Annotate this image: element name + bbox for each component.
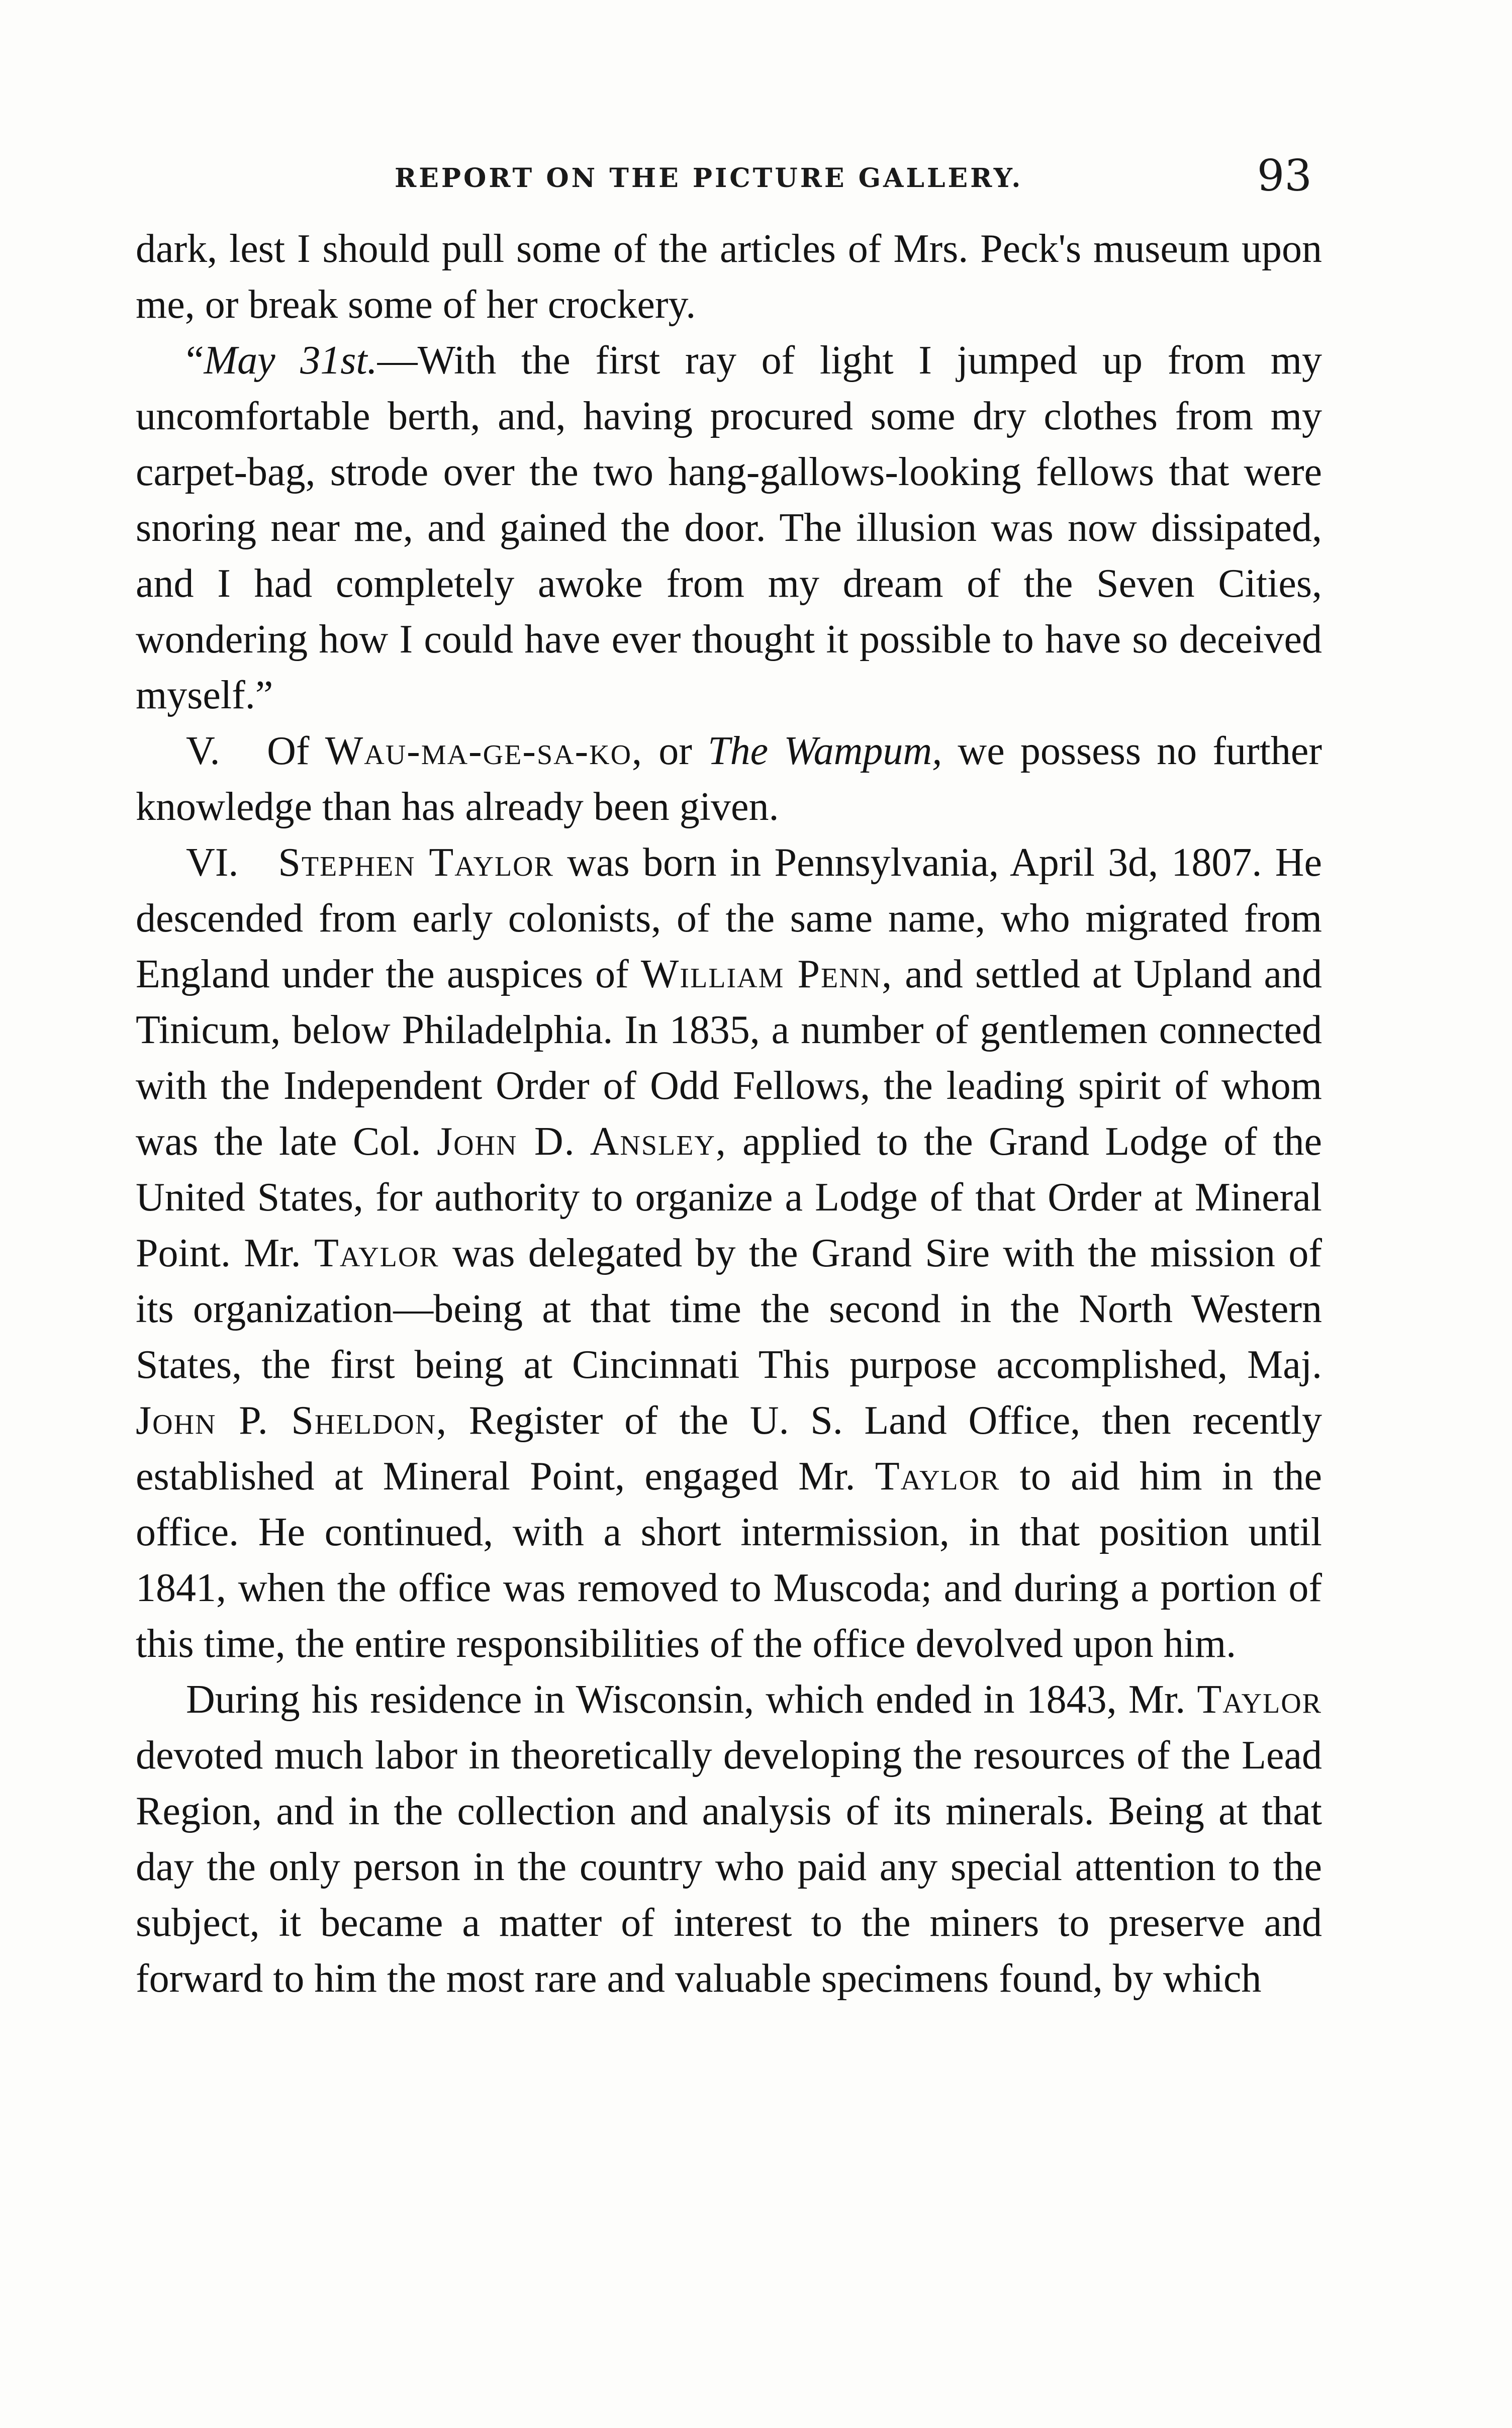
paragraph-3 [136, 723, 1322, 835]
paragraph-3-mid: or [658, 729, 692, 773]
paragraph-4-text-2: and settled at Upland and Tinicum, below Philadelphia. In 1835, a number of gentlemen connected with the Independent Order of Odd Fellows, the leading spirit of whom was the late Col. [136, 952, 1322, 1164]
journal-date-month: May [204, 338, 275, 383]
paragraph-5-text-2: devoted much labor in theoretically developing the resources of the Lead Region, and in the collection and analysis of its minerals. Being at that day the only person in the country who paid any special attention to the subject, it became a matter of interest to the miners to preserve and forward to him the most rare and valuable specimens found, by which [136, 1733, 1322, 2001]
paragraph-3-text: we possess no further knowledge than has already been given. [136, 729, 1322, 829]
person-name: Wau-ma-ge-sa-ko, [325, 729, 643, 773]
paragraph-4-text-3: applied to the Grand Lodge of the United States, for authority to organize a Lodge of that Order at Mineral Point. Mr. [136, 1119, 1322, 1275]
page-number: 93 [1257, 151, 1312, 201]
journal-entry-text: —With the first ray of light I jumped up from my uncomfortable berth, and, having procured some dry clothes from my carpet-bag, strode over the two hang-gallows-looking fellows that were snoring near me, and gained the door. The illusion was now dissipated, and I had completely awoke from my dream of the Seven Cities, wondering how I could have ever thought it possible to have so deceived myself.” [136, 338, 1322, 717]
running-head [136, 151, 1312, 206]
person-name: John P. Sheldon, [136, 1398, 448, 1443]
person-name: Taylor [875, 1454, 1000, 1499]
running-title: REPORT ON THE PICTURE GALLERY. [395, 163, 1023, 194]
paragraph-4-text-1: was born in Pennsylvania, April 3d, 1807. He descended from early colonists, of the same name, who migrated from England under the auspices of [136, 841, 1322, 996]
paragraph-4-text-4: was delegated by the Grand Sire with the mission of its organization—being at that time the second in the North Western States, the first being at Cincinnati This purpose accomplished, Maj. [136, 1231, 1322, 1387]
paragraph-1: dark, lest I should pull some of the articles of Mrs. Peck's museum upon me, or break some of her crockery. [136, 227, 1322, 327]
person-name: William Penn, [640, 952, 893, 996]
paragraph-4-text-5: Register of the U. S. Land Office, then recently established at Mineral Point, engaged Mr. [136, 1398, 1322, 1499]
paragraph-5-text-1: During his residence in Wisconsin, which ended in 1843, Mr. [186, 1677, 1186, 1722]
paragraph-5 [136, 1672, 1322, 2007]
person-name: Stephen Taylor [278, 841, 554, 885]
section-numeral: VI. [186, 841, 239, 885]
journal-date-day: 31st. [300, 338, 377, 383]
open-quote: “ [186, 338, 204, 383]
person-name: Taylor [314, 1231, 439, 1275]
paragraph-4 [136, 835, 1322, 1672]
name-translation: The Wampum, [708, 729, 942, 773]
person-name: Taylor [1197, 1677, 1322, 1722]
person-name: John D. Ansley, [436, 1119, 727, 1164]
body-text [136, 221, 1322, 2007]
paragraph-3-pre: Of [267, 729, 310, 773]
paragraph-2 [136, 333, 1322, 723]
paragraph-4-text-6: to aid him in the office. He continued, with a short intermission, in that position until 1841, when the office was removed to Muscoda; and during a portion of this time, the entire responsibilities of the office devolved upon him. [136, 1454, 1322, 1666]
section-numeral: V. [186, 729, 220, 773]
